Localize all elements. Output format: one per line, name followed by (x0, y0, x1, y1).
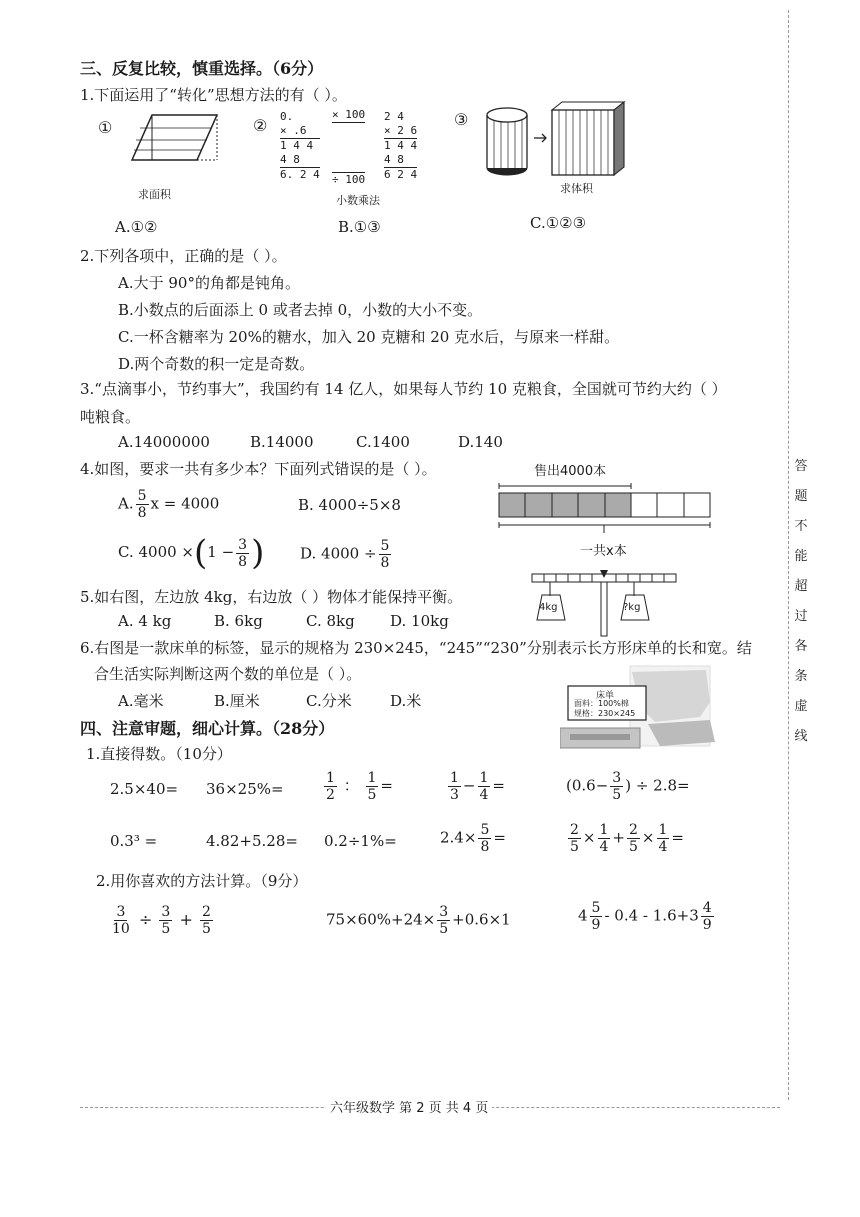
bedsheet-label-line1: 面料：100%棉 (574, 699, 629, 708)
q4-option-c: C. 4000 ×(1 − $\frac{3}{8}$ ) (118, 533, 265, 573)
q1-option-b: B.①③ (338, 218, 381, 236)
q5-option-d: D. 10kg (390, 612, 449, 630)
part2-title: 2.用你喜欢的方法计算。（9分） (96, 872, 308, 890)
q6-text-continued: 合生活实际判断这两个数的单位是（ ）。 (94, 665, 362, 683)
q1-option-a: A.①② (115, 218, 158, 236)
calc-r1c1: 2.5×40= (110, 780, 179, 798)
q6-option-b: B.厘米 (214, 692, 260, 710)
calc-r2c1: 0.3³ = (110, 832, 158, 850)
q2-option-c: C.一杯含糖率为 20%的糖水，加入 20 克糖和 20 克水后，与原来一样甜。 (118, 328, 620, 346)
q1-option-c: C.①②③ (530, 214, 587, 232)
fig1-number: ① (98, 118, 113, 137)
q3-option-c: C.1400 (356, 433, 410, 451)
section-3-title: 三、反复比较，慎重选择。（6分） (80, 59, 324, 78)
fig2-op-top: × 100 (332, 108, 366, 121)
fig2-calc-right: 2 4 × 2 6 1 4 4 4 8 6 2 4 (384, 110, 418, 181)
q4-option-b: B. 4000÷5×8 (298, 496, 401, 514)
q2-option-d: D.两个奇数的积一定是奇数。 (118, 355, 315, 373)
q3-option-d: D.140 (458, 433, 503, 451)
calc-expr-3: 4 $\frac{5}{9}$ - 0.4 - 1.6+3 $\frac{4}{9}$ (578, 900, 712, 933)
q4-diagram-bottom-label: 一共x本 (580, 544, 627, 559)
side-char: 能 (794, 549, 808, 564)
side-char: 超 (794, 579, 808, 594)
fig3-caption: 求体积 (560, 182, 593, 195)
q2-option-a: A.大于 90°的角都是钝角。 (118, 274, 300, 292)
calc-expr-2: 75×60%+24× $\frac{3}{5}$ +0.6×1 (326, 904, 511, 937)
calc-r1c3: $\frac{1}{2}$ ： $\frac{1}{5}$ = (326, 770, 393, 803)
side-char: 不 (794, 519, 808, 534)
side-char: 条 (794, 669, 808, 684)
q3-option-b: B.14000 (250, 433, 314, 451)
side-char: 答 (794, 459, 808, 474)
q5-option-a: A. 4 kg (118, 612, 172, 630)
q2-text: 2.下列各项中，正确的是（ ）。 (80, 247, 287, 265)
fig3-number: ③ (454, 110, 469, 129)
q4-option-a: A. $\frac{5}{8}$ x = 4000 (118, 488, 220, 521)
q3-option-a: A.14000000 (118, 433, 210, 451)
calc-r1c5: (0.6− $\frac{3}{5}$ ) ÷ 2.8= (566, 770, 690, 803)
q3-text-continued: 吨粮食。 (80, 408, 141, 426)
calc-expr-1: $\frac{3}{10}$ ÷ $\frac{3}{5}$ + $\frac{2}{5}$ (112, 904, 211, 937)
part1-title: 1.直接得数。（10分） (86, 745, 232, 763)
q3-text: 3.“点滴事小，节约事大”，我国约有 14 亿人，如果每人节约 10 克粮食，全国就可节约大约（ ） (80, 380, 727, 398)
section-4-title: 四、注意审题，细心计算。（28分） (80, 719, 335, 738)
page-footer: 六年级数学 第 2 页 共 4 页 (326, 1097, 492, 1116)
side-char: 线 (794, 729, 808, 744)
q6-option-a: A.毫米 (118, 692, 164, 710)
parallelogram-figure (122, 110, 222, 170)
q4-diagram-top-label: 售出4000本 (534, 464, 607, 479)
left-weight-label: 4kg (539, 602, 558, 613)
side-char: 题 (794, 489, 808, 504)
calc-r2c2: 4.82+5.28= (206, 832, 298, 850)
cylinder-to-cuboid-figure (482, 100, 632, 185)
side-char: 过 (794, 609, 808, 624)
q6-option-d: D.米 (390, 692, 422, 710)
q4-text: 4.如图，要求一共有多少本？下面列式错误的是（ ）。 (80, 460, 437, 478)
q5-option-b: B. 6kg (214, 612, 263, 630)
binding-dash-line (788, 10, 789, 1100)
q1-text: 1.下面运用了“转化”思想方法的有（ ）。 (80, 86, 347, 104)
fig2-number: ② (253, 116, 268, 135)
calc-r1c4: $\frac{1}{3}$ − $\frac{1}{4}$ = (450, 770, 505, 803)
calc-r2c3: 0.2÷1%= (324, 832, 397, 850)
q6-option-c: C.分米 (306, 692, 352, 710)
right-weight-label: ?kg (623, 602, 641, 613)
fig2-calc-left: 0. × .6 1 4 4 4 8 6. 2 4 (280, 110, 320, 181)
q2-option-b: B.小数点的后面添上 0 或者去掉 0，小数的大小不变。 (118, 301, 483, 319)
calc-r1c2: 36×25%= (206, 780, 284, 798)
q5-text: 5.如右图，左边放 4kg，右边放（ ）物体才能保持平衡。 (80, 588, 463, 606)
side-char: 虚 (794, 699, 808, 714)
q4-option-d: D. 4000 ÷ $\frac{5}{8}$ (300, 538, 390, 571)
q5-option-c: C. 8kg (306, 612, 355, 630)
calc-r2c5: $\frac{2}{5}$ × $\frac{1}{4}$ + $\frac{2}{5}$ × $\frac{1}{4}$ = (570, 822, 684, 855)
fig2-op-bottom: ÷ 100 (332, 173, 366, 186)
fig2-caption: 小数乘法 (336, 194, 380, 207)
fig1-caption: 求面积 (138, 188, 171, 201)
bedsheet-label-line2: 规格：230×245 (574, 709, 636, 718)
side-char: 各 (794, 639, 808, 654)
q6-text: 6.右图是一款床单的标签，显示的规格为 230×245，“245”“230”分别表示长方形床单的长和宽。结 (80, 639, 752, 657)
q4-segment-diagram (496, 475, 714, 545)
calc-r2c4: 2.4× $\frac{5}{8}$ = (440, 822, 506, 855)
bedsheet-label-title: 床单 (596, 691, 615, 701)
